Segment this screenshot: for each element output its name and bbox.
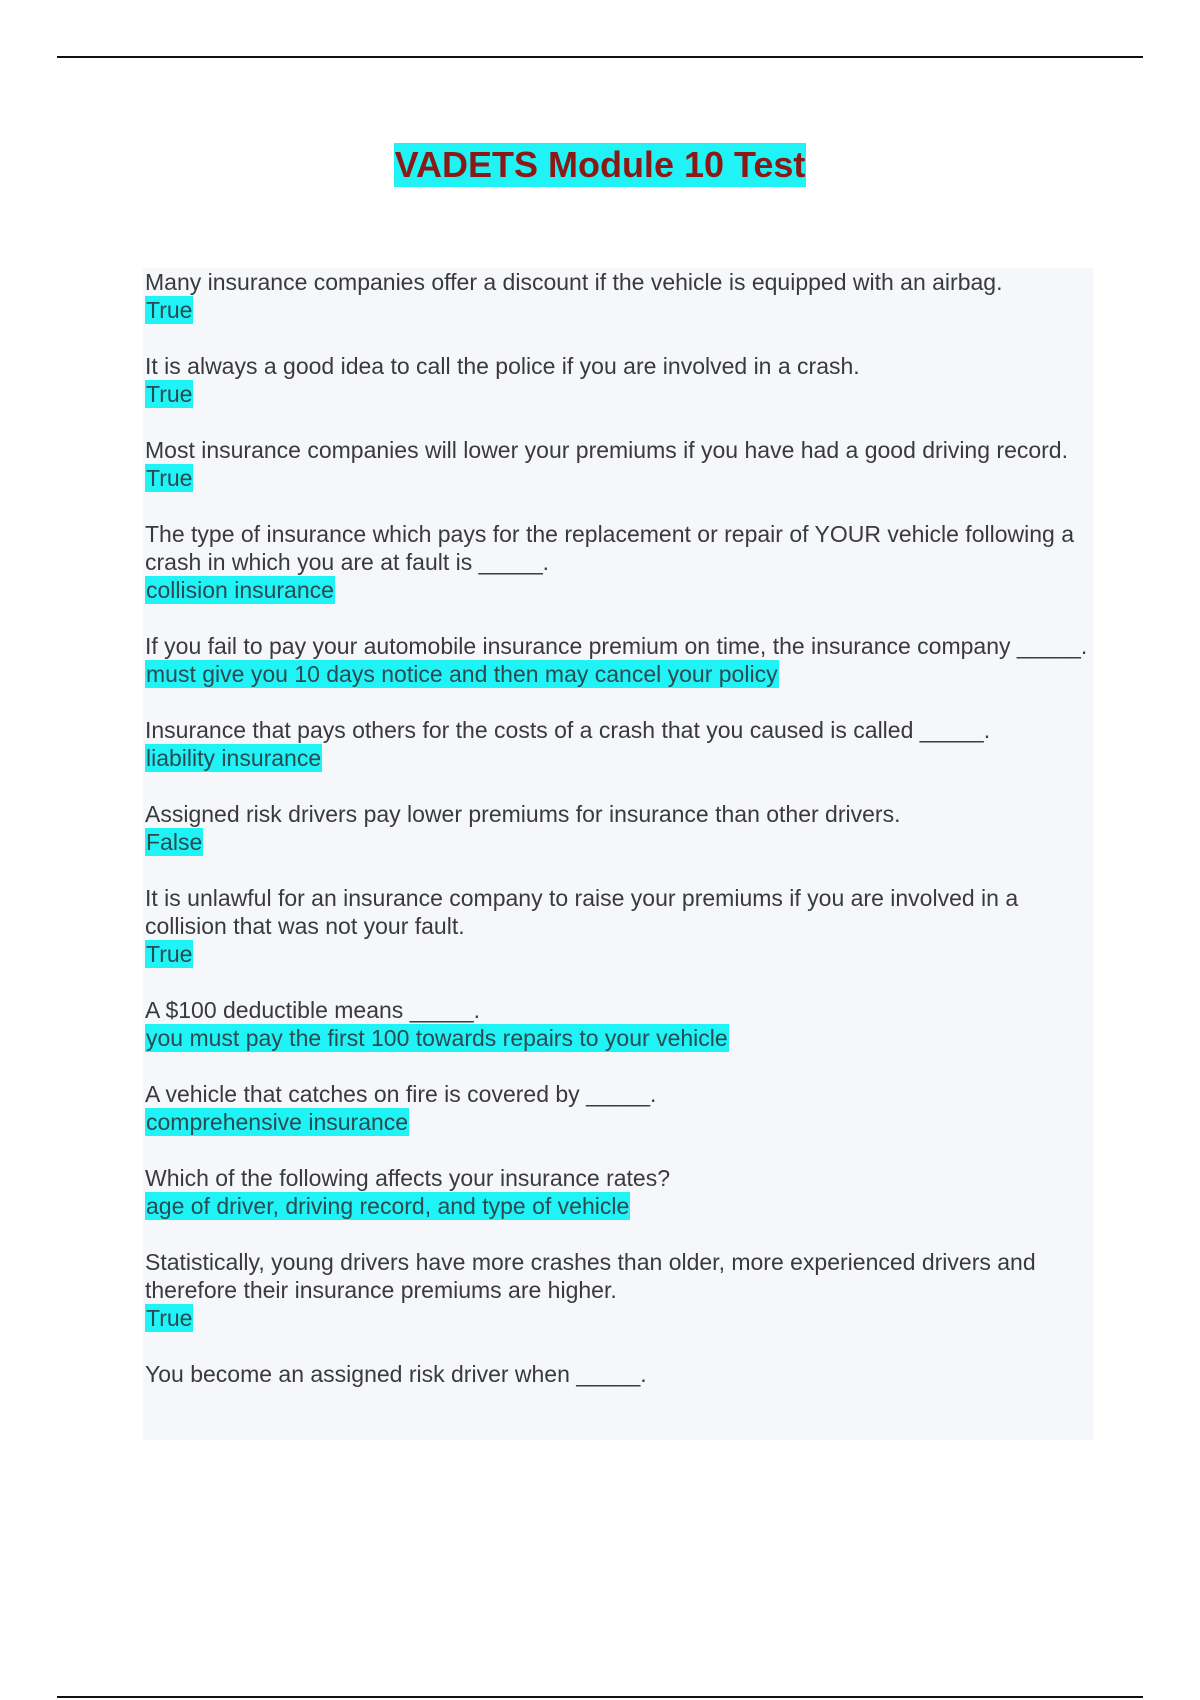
answer-highlight: True xyxy=(146,465,193,491)
answer-highlight: must give you 10 days notice and then may cancel your policy xyxy=(146,661,778,687)
qa-item xyxy=(145,1248,1093,1332)
question-text: It is unlawful for an insurance company to raise your premiums if you are involved in a collision that was not your fault. xyxy=(145,885,1019,939)
qa-item xyxy=(145,1080,1093,1136)
qa-item xyxy=(145,268,1093,324)
qa-item xyxy=(145,352,1093,408)
answer-highlight: collision insurance xyxy=(146,577,334,603)
question-text: Insurance that pays others for the costs of a crash that you caused is called _____. xyxy=(145,717,991,743)
answer-highlight: age of driver, driving record, and type of vehicle xyxy=(146,1193,630,1219)
answer-highlight: you must pay the first 100 towards repairs to your vehicle xyxy=(146,1025,728,1051)
question-text: Assigned risk drivers pay lower premiums for insurance than other drivers. xyxy=(145,801,901,827)
answer-highlight: True xyxy=(146,941,193,967)
bottom-rule xyxy=(57,1696,1143,1698)
qa-list xyxy=(143,268,1093,1440)
qa-item xyxy=(145,1360,1093,1388)
answer-highlight: liability insurance xyxy=(146,745,322,771)
question-text: Many insurance companies offer a discount if the vehicle is equipped with an airbag. xyxy=(145,269,1003,295)
qa-item xyxy=(145,884,1093,968)
question-text: It is always a good idea to call the police if you are involved in a crash. xyxy=(145,353,860,379)
question-text: If you fail to pay your automobile insurance premium on time, the insurance company _____. xyxy=(145,633,1088,659)
qa-item xyxy=(145,436,1093,492)
qa-item xyxy=(145,716,1093,772)
answer-highlight: False xyxy=(146,829,203,855)
question-text: The type of insurance which pays for the replacement or repair of YOUR vehicle following a crash in which you are at fault is _____. xyxy=(145,521,1074,575)
document-title: VADETS Module 10 Test xyxy=(394,144,806,185)
answer-highlight: True xyxy=(146,297,193,323)
top-rule xyxy=(57,56,1143,58)
question-text: A $100 deductible means _____. xyxy=(145,997,481,1023)
question-text: A vehicle that catches on fire is covered by _____. xyxy=(145,1081,657,1107)
qa-item xyxy=(145,520,1093,604)
question-text: Which of the following affects your insurance rates? xyxy=(145,1165,671,1191)
answer-highlight: comprehensive insurance xyxy=(146,1109,409,1135)
qa-item xyxy=(145,800,1093,856)
qa-item xyxy=(145,1164,1093,1220)
qa-item xyxy=(145,632,1093,688)
qa-item xyxy=(145,996,1093,1052)
answer-highlight: True xyxy=(146,1305,193,1331)
question-text: Statistically, young drivers have more crashes than older, more experienced drivers and therefore their insurance premiums are higher. xyxy=(145,1249,1036,1303)
question-text: You become an assigned risk driver when _____. xyxy=(145,1361,647,1387)
answer-highlight: True xyxy=(146,381,193,407)
title-container xyxy=(0,143,1200,187)
question-text: Most insurance companies will lower your premiums if you have had a good driving record. xyxy=(145,437,1068,463)
